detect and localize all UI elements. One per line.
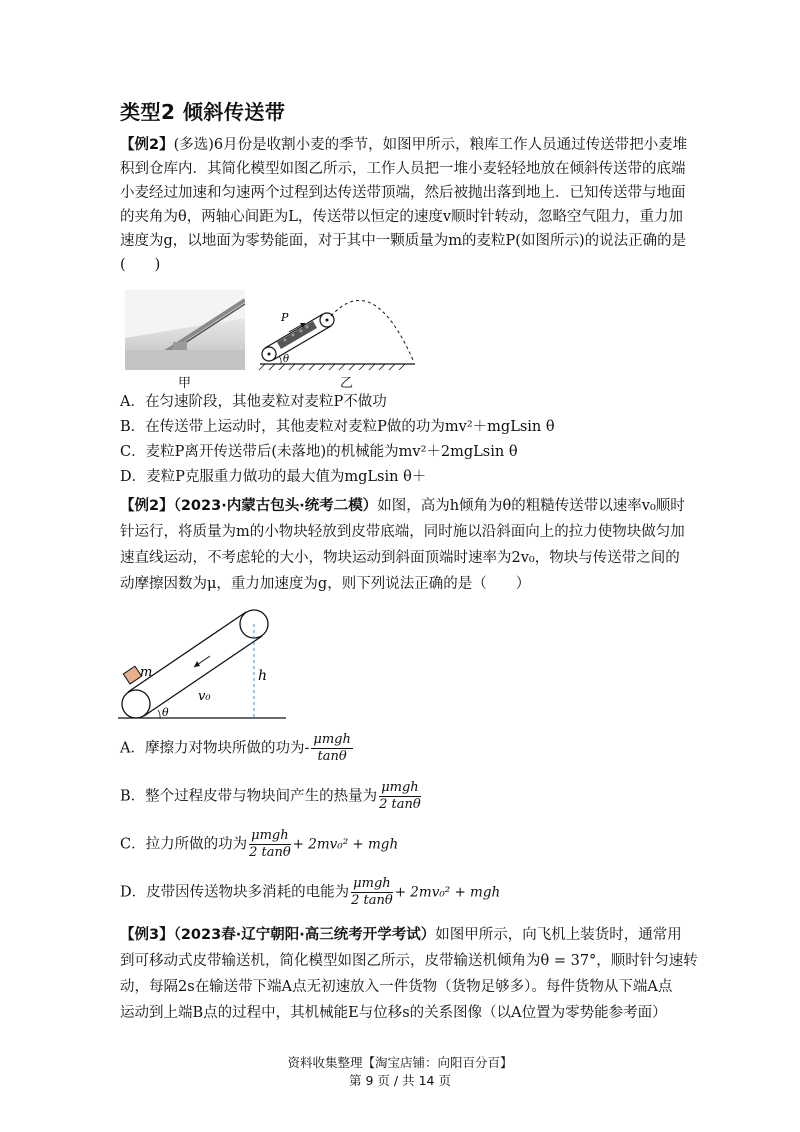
figure-jia-caption: 甲 [178,376,192,391]
ex2-line-2: 针运行，将质量为m的小物块轻放到皮带底端，同时施以沿斜面向上的拉力使物块做匀加 [120,524,685,540]
conveyor-photo-sketch [125,290,245,370]
footer-page-number: 第 9 页 / 共 14 页 [349,1073,451,1088]
ex2-option-c-tail: + 2mv₀² + mgh [292,836,399,853]
ex2-option-a-sign: - [304,740,310,757]
ex2-option-a [120,732,355,765]
ex3-tag: 【例3】（2023春·辽宁朝阳·高三统考开学考试） [120,927,436,943]
ex2-option-c [120,828,398,861]
footer-source: 资料收集整理【淘宝店铺：向阳百分百】 [287,1055,513,1070]
ex1-option-c: C．麦粒P离开传送带后(未落地)的机械能为mv²＋2mgLsin θ [120,444,518,460]
ex2-line-1 [120,494,690,518]
ex3-line-4: 运动到上端B点的过程中，其机械能E与位移s的关系图像（以A位置为零势能参考面） [120,1005,667,1021]
ex1-option-a: A．在匀速阶段，其他麦粒对麦粒P不做功 [120,394,387,410]
ex2-option-b-fraction: $\frac{\text{μmgh}}{2 \tan\theta}$ [379,780,421,812]
ex2-text-1: 如图，高为h倾角为θ的粗糙传送带以速率v₀顺时 [377,498,685,514]
ex2-option-d-text: D．皮带因传送物块多消耗的电能为 [120,884,350,901]
ex2-option-b-text: B．整个过程皮带与物块间产生的热量为 [120,788,378,805]
ex1-line-3: 小麦经过加速和匀速两个过程到达传送带顶端，然后被抛出落到地上．已知传送带与地面 [120,185,686,201]
ex1-line-5: 速度为g，以地面为零势能面，对于其中一颗质量为m的麦粒P(如图所示)的说法正确的是 [120,233,687,249]
ex2-option-c-fraction: $\frac{\text{μmgh}}{2 \tan\theta}$ [249,828,291,860]
figure-ex2-label-v0: v₀ [198,689,211,704]
ex3-line-2: 到可移动式皮带输送机，简化模型如图乙所示，皮带输送机倾角为θ = 37°，顺时针匀速转 [120,953,698,969]
ex2-line-3: 速直线运动，不考虑轮的大小，物块运动到斜面顶端时速率为2v₀，物块与传送带之间的 [120,550,680,566]
ex1-option-b: B．在传送带上运动时，其他麦粒对麦粒P做的功为mv²＋mgLsin θ [120,419,555,435]
ex2-option-d-tail: + 2mv₀² + mgh [394,884,501,901]
figure-ex2-label-h: h [258,668,268,684]
ex2-option-a-fraction: $\frac{\text{μmgh}}{\tan\theta}$ [313,732,351,764]
ex2-option-d-fraction: $\frac{\text{μmgh}}{2 \tan\theta}$ [351,876,393,908]
ex1-line-2: 积到仓库内．其简化模型如图乙所示，工作人员把一堆小麦轻轻地放在倾斜传送带的底端 [120,161,686,177]
figure-ex2-diagram [118,606,288,721]
ex2-option-a-text: A．摩擦力对物块所做的功为 [120,740,305,757]
section-heading: 类型2 倾斜传送带 [120,100,286,124]
ex1-line-6: ( ) [120,257,161,273]
ex2-option-c-text: C．拉力所做的功为 [120,836,248,853]
ex1-tag: 【例2】 [120,137,174,153]
ex1-line-4: 的夹角为θ，两轴心间距为L，传送带以恒定的速度v顺时针转动，忽略空气阻力，重力加 [120,209,684,225]
ex3-text-1: 如图甲所示，向飞机上装货时，通常用 [435,927,682,943]
figure-yi-label-p: P [281,311,289,324]
ex3-line-1 [120,923,690,947]
figure-yi-label-theta: θ [283,354,290,365]
figure-yi-caption: 乙 [340,376,354,391]
figure-ex2-label-theta: θ [162,706,169,719]
ex1-option-d: D．麦粒P克服重力做功的最大值为mgLsin θ＋ [120,469,427,485]
figure-ex2-label-m: m [140,665,153,680]
ex2-option-b [120,780,423,813]
ex1-line-1 [120,133,690,157]
ex1-text-1: (多选)6月份是收割小麦的季节，如图甲所示，粮库工作人员通过传送带把小麦堆 [173,137,688,153]
ex2-option-d [120,876,500,909]
ex2-line-4: 动摩擦因数为μ，重力加速度为g，则下列说法正确的是（ ） [120,576,531,592]
ex3-line-3: 动，每隔2s在输送带下端A点无初速放入一件货物（货物足够多）。每件货物从下端A点 [120,979,673,995]
figure-yi-diagram [255,290,425,370]
ex2-tag: 【例2】（2023·内蒙古包头·统考二模） [120,498,378,514]
figure-jia-photo [125,290,245,370]
